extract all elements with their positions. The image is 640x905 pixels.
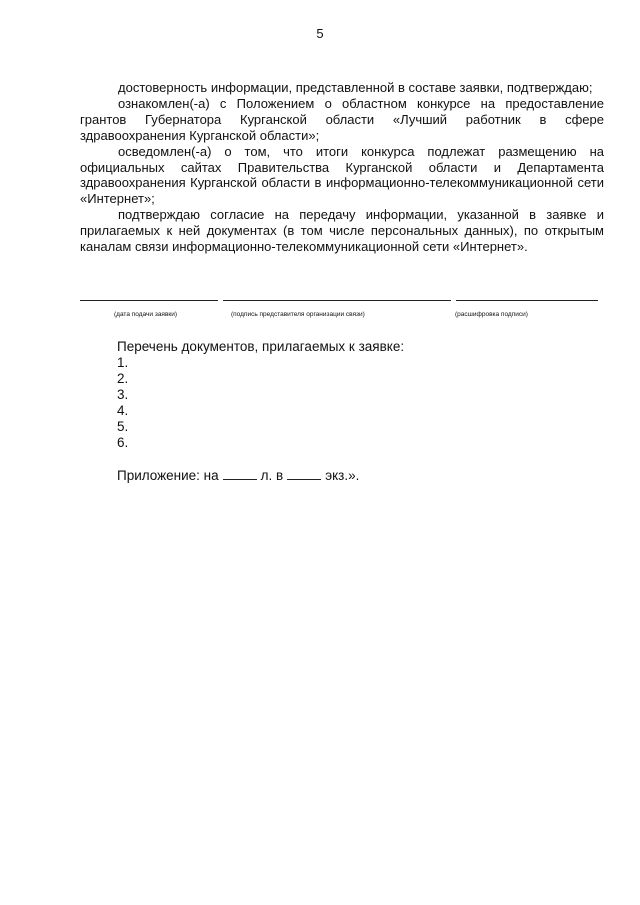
paragraph-regulation: ознакомлен(-а) с Положением о областном конкурсе на предоставление грантов Губернатора Курганской области «Лучший работник в сфере здравоохранения Курганской области»; — [80, 95, 604, 143]
list-item: 1. — [117, 355, 129, 370]
decoding-caption: (расшифровка подписи) — [455, 311, 528, 318]
appendix-prefix: Приложение: на — [117, 468, 219, 483]
consent-text — [80, 80, 604, 255]
date-caption: (дата подачи заявки) — [114, 311, 178, 318]
signature-caption: (подпись представителя организации связи) — [231, 311, 365, 318]
paragraph-publication: осведомлен(-а) о том, что итоги конкурса подлежат размещению на официальных сайтах Правительства Курганской области и Департамента здравоохранения Курганской области в информационно-телекоммуникационной сети «Интернет»; — [80, 143, 604, 207]
sheets-blank — [223, 467, 257, 480]
paragraph-accuracy: достоверность информации, представленной в составе заявки, подтверждаю; — [118, 80, 593, 95]
list-item: 2. — [117, 371, 129, 386]
date-line — [80, 300, 218, 301]
page-number: 5 — [316, 26, 324, 41]
list-item: 5. — [117, 419, 129, 434]
list-item: 4. — [117, 403, 129, 418]
documents-list — [117, 339, 404, 451]
copies-blank — [287, 467, 321, 480]
documents-heading: Перечень документов, прилагаемых к заявке: — [117, 339, 405, 354]
signature-block — [80, 300, 598, 330]
appendix-suffix: экз.». — [325, 468, 360, 483]
decoding-line — [456, 300, 598, 301]
appendix-line — [117, 467, 359, 483]
list-item: 3. — [117, 387, 129, 402]
paragraph-data-consent: подтверждаю согласие на передачу информации, указанной в заявке и прилагаемых к ней документах (в том числе персональных данных), по открытым каналам связи информационно-телекоммуникационной сети «Интернет». — [80, 207, 604, 255]
appendix-middle: л. в — [260, 468, 284, 483]
list-item: 6. — [117, 435, 129, 450]
signature-line — [223, 300, 451, 301]
